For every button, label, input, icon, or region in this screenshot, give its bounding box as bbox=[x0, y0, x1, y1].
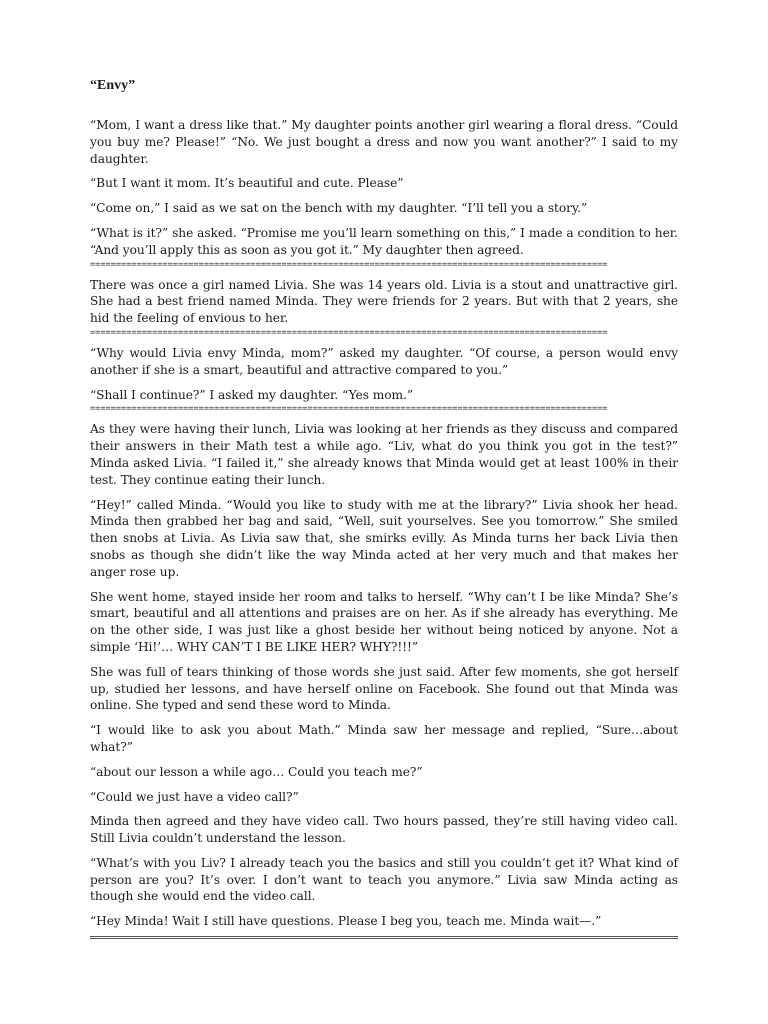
paragraph: She went home, stayed inside her room and talks to herself. “Why can’t I be like Minda? She’s smart, beautiful and all attentions and praises are on her. As if she already has everything. Me on the other side, I was just like a ghost beside her without being noticed by anyone. Not a simple ‘Hi!’… WHY CAN’T I BE LIKE HER? WHY?!!!” bbox=[90, 589, 678, 654]
section-separator: ==================================================================================================== bbox=[90, 404, 608, 415]
section-separator: ==================================================================================================== bbox=[90, 259, 608, 270]
document-page bbox=[90, 78, 678, 939]
paragraph: As they were having their lunch, Livia was looking at her friends as they discuss and compared their answers in their Math test a while ago. “Liv, what do you think you got in the test?” Minda asked Livia. “I failed it,” she already knows that Minda would get at least 100% in their test. They continue eating their lunch. bbox=[90, 422, 678, 487]
paragraph: “Come on,” I said as we sat on the bench with my daughter. “I’ll tell you a story.” bbox=[90, 201, 588, 216]
paragraph: “Could we just have a video call?” bbox=[90, 789, 299, 804]
paragraph: “Hey Minda! Wait I still have questions. Please I beg you, teach me. Minda wait—.” bbox=[90, 914, 602, 929]
section-separator: ==================================================================================================== bbox=[90, 327, 608, 338]
story-title: “Envy” bbox=[90, 78, 136, 93]
paragraph: There was once a girl named Livia. She was 14 years old. Livia is a stout and unattractive girl. She had a best friend named Minda. They were friends for 2 years. But with that 2 years, she hid the feeling of envious to her. bbox=[90, 277, 678, 326]
paragraph: “What is it?” she asked. “Promise me you’ll learn something on this,” I made a condition to her. “And you’ll apply this as soon as you got it.” My daughter then agreed. bbox=[90, 225, 678, 257]
paragraph: “about our lesson a while ago… Could you teach me?” bbox=[90, 764, 423, 779]
paragraph: “Why would Livia envy Minda, mom?” asked my daughter. “Of course, a person would envy another if she is a smart, beautiful and attractive compared to you.” bbox=[90, 345, 678, 377]
paragraph: She was full of tears thinking of those words she just said. After few moments, she got herself up, studied her lessons, and have herself online on Facebook. She found out that Minda was online. She typed and send these word to Minda. bbox=[90, 664, 678, 713]
paragraph: “But I want it mom. It’s beautiful and cute. Please” bbox=[90, 176, 404, 191]
paragraph: “Mom, I want a dress like that.” My daughter points another girl wearing a floral dress. “Could you buy me? Please!” “No. We just bought a dress and now you want another?” I said to my daughter. bbox=[90, 118, 678, 166]
paragraph: “What’s with you Liv? I already teach you the basics and still you couldn’t get it? What kind of person are you? It’s over. I don’t want to teach you anymore.” Livia saw Minda acting as though she would end the video call. bbox=[90, 855, 678, 904]
paragraph: Minda then agreed and they have video call. Two hours passed, they’re still having video call. Still Livia couldn’t understand the lesson. bbox=[90, 814, 678, 846]
paragraph: “Hey!” called Minda. “Would you like to study with me at the library?” Livia shook her head. Minda then grabbed her bag and said, “Well, suit yourselves. See you tomorrow.” She smiled then snobs at Livia. As Livia saw that, she smirks evilly. As Minda turns her back Livia then snobs as though she didn’t like the way Minda acted at her very much and that makes her anger rose up. bbox=[90, 497, 678, 579]
paragraph: “I would like to ask you about Math.” Minda saw her message and replied, “Sure…about what?” bbox=[90, 723, 678, 754]
paragraph: “Shall I continue?” I asked my daughter. “Yes mom.” bbox=[90, 387, 414, 402]
bottom-double-rule bbox=[90, 936, 678, 939]
